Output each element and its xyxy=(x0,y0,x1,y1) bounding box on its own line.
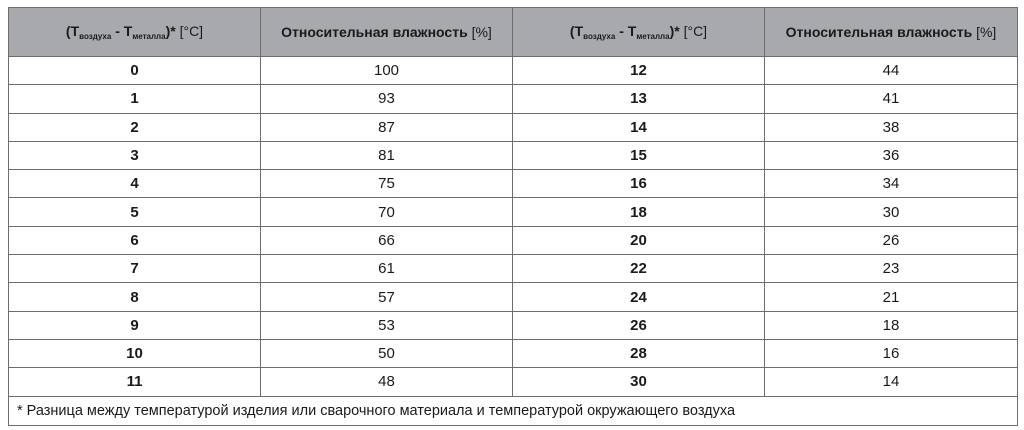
table-row xyxy=(9,85,1018,113)
humidity-cell: 34 xyxy=(765,170,1018,198)
humidity-cell: 48 xyxy=(261,368,513,396)
temp-diff-cell: 6 xyxy=(9,226,261,254)
humidity-cell: 100 xyxy=(261,57,513,85)
temp-diff-cell: 9 xyxy=(9,311,261,339)
temp-diff-cell: 10 xyxy=(9,339,261,367)
header-row xyxy=(9,8,1018,57)
temp-diff-cell: 20 xyxy=(513,226,765,254)
header-temp-diff-2: $(T_{воздуха} - T_{металла})*$ [°C] xyxy=(513,8,765,57)
table-row xyxy=(9,368,1018,396)
temp-diff-cell: 24 xyxy=(513,283,765,311)
table-row xyxy=(9,226,1018,254)
table-row xyxy=(9,57,1018,85)
humidity-cell: 14 xyxy=(765,368,1018,396)
humidity-table xyxy=(8,7,1018,426)
footnote-row xyxy=(9,396,1018,425)
table-row xyxy=(9,255,1018,283)
humidity-cell: 30 xyxy=(765,198,1018,226)
humidity-cell: 38 xyxy=(765,113,1018,141)
temp-diff-cell: 3 xyxy=(9,141,261,169)
temp-diff-cell: 22 xyxy=(513,255,765,283)
humidity-cell: 53 xyxy=(261,311,513,339)
temp-diff-cell: 4 xyxy=(9,170,261,198)
temp-diff-cell: 18 xyxy=(513,198,765,226)
temp-diff-cell: 12 xyxy=(513,57,765,85)
table-row xyxy=(9,311,1018,339)
temp-diff-cell: 11 xyxy=(9,368,261,396)
humidity-cell: 87 xyxy=(261,113,513,141)
table-row xyxy=(9,141,1018,169)
humidity-cell: 81 xyxy=(261,141,513,169)
temp-diff-cell: 0 xyxy=(9,57,261,85)
temp-diff-cell: 15 xyxy=(513,141,765,169)
header-temp-diff-1: $(T_{воздуха} - T_{металла})*$ [°C] xyxy=(9,8,261,57)
temp-diff-cell: 1 xyxy=(9,85,261,113)
header-humidity-1: Относительная влажность [%] xyxy=(261,8,513,57)
humidity-cell: 41 xyxy=(765,85,1018,113)
temp-diff-cell: 7 xyxy=(9,255,261,283)
temp-diff-cell: 28 xyxy=(513,339,765,367)
humidity-cell: 93 xyxy=(261,85,513,113)
table-row xyxy=(9,113,1018,141)
humidity-cell: 75 xyxy=(261,170,513,198)
table-row xyxy=(9,283,1018,311)
humidity-cell: 21 xyxy=(765,283,1018,311)
table-row xyxy=(9,170,1018,198)
table-row xyxy=(9,198,1018,226)
humidity-cell: 61 xyxy=(261,255,513,283)
temp-diff-cell: 16 xyxy=(513,170,765,198)
temp-diff-cell: 26 xyxy=(513,311,765,339)
humidity-cell: 50 xyxy=(261,339,513,367)
temp-diff-cell: 5 xyxy=(9,198,261,226)
temp-diff-cell: 14 xyxy=(513,113,765,141)
temp-diff-cell: 30 xyxy=(513,368,765,396)
humidity-cell: 18 xyxy=(765,311,1018,339)
humidity-cell: 23 xyxy=(765,255,1018,283)
humidity-cell: 57 xyxy=(261,283,513,311)
humidity-cell: 70 xyxy=(261,198,513,226)
humidity-cell: 36 xyxy=(765,141,1018,169)
humidity-cell: 16 xyxy=(765,339,1018,367)
footnote: * Разница между температурой изделия или сварочного материала и температурой окружающего воздуха xyxy=(9,396,1018,425)
temp-diff-cell: 13 xyxy=(513,85,765,113)
humidity-cell: 26 xyxy=(765,226,1018,254)
table-row xyxy=(9,339,1018,367)
temp-diff-cell: 8 xyxy=(9,283,261,311)
header-humidity-2: Относительная влажность [%] xyxy=(765,8,1018,57)
humidity-cell: 66 xyxy=(261,226,513,254)
temp-diff-cell: 2 xyxy=(9,113,261,141)
humidity-cell: 44 xyxy=(765,57,1018,85)
